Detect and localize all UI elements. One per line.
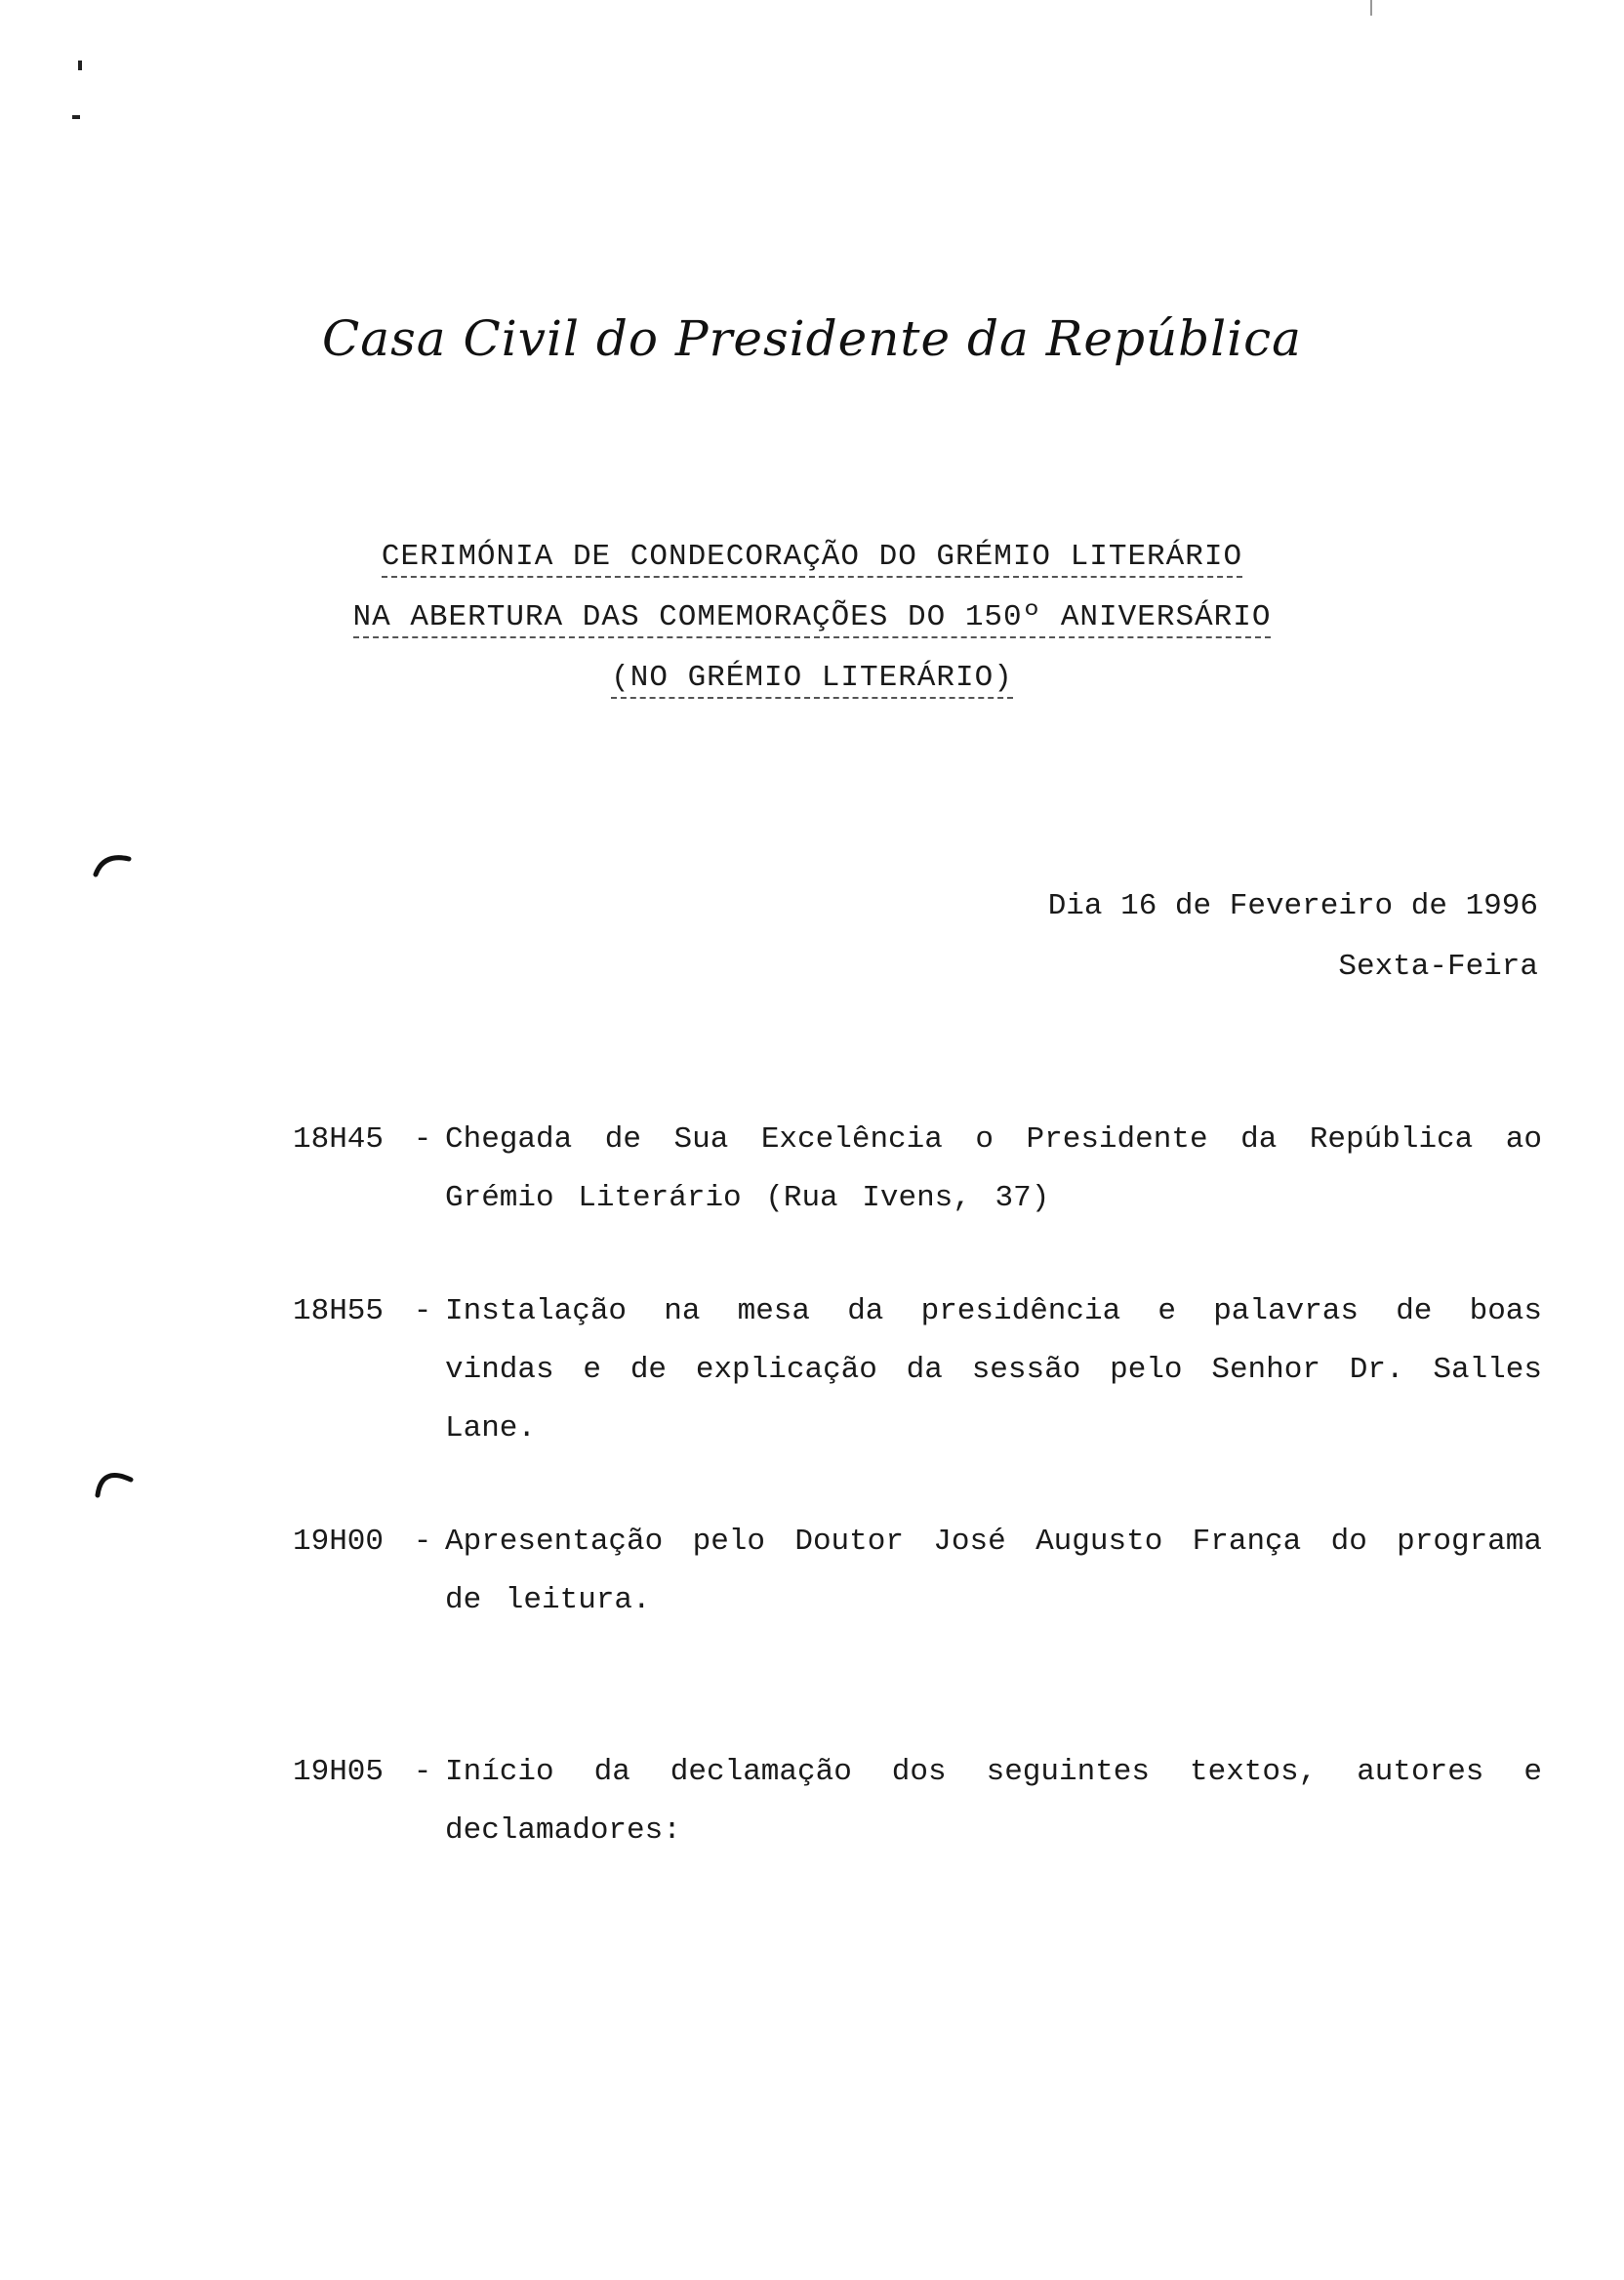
- entry-time: 18H45: [293, 1122, 385, 1157]
- schedule-entry: [293, 1111, 1542, 1228]
- title-line-text: (NO GRÉMIO LITERÁRIO): [611, 661, 1013, 699]
- schedule-entry: [293, 1743, 1542, 1860]
- punch-hole-mark-bottom: [92, 1460, 137, 1505]
- entry-dash: -: [413, 1294, 432, 1328]
- entry-description: Chegada de Sua Excelência o Presidente da República ao Grémio Literário (Rua Ivens, 37): [445, 1122, 1542, 1215]
- title-line: [0, 648, 1624, 709]
- entry-dash: -: [413, 1755, 432, 1789]
- letterhead: Casa Civil do Presidente da República: [322, 310, 1302, 367]
- schedule-list: [293, 1111, 1542, 1915]
- punch-hole-mark-top: [92, 845, 137, 890]
- entry-time: 19H05: [293, 1755, 385, 1789]
- entry-description: Início da declamação dos seguintes textos, autores e declamadores:: [445, 1755, 1542, 1848]
- event-date: [1048, 876, 1538, 998]
- date-line: Dia 16 de Fevereiro de 1996: [1047, 889, 1538, 923]
- document-title: [0, 527, 1624, 709]
- title-line-text: CERIMÓNIA DE CONDECORAÇÃO DO GRÉMIO LITERÁRIO: [382, 540, 1242, 578]
- weekday-line: Sexta-Feira: [1338, 950, 1538, 984]
- title-line-text: NA ABERTURA DAS COMEMORAÇÕES DO 150º ANIVERSÁRIO: [353, 600, 1272, 638]
- title-line: [0, 588, 1624, 648]
- entry-description: Instalação na mesa da presidência e palavras de boas vindas e de explicação da sessão pelo Senhor Dr. Salles Lane.: [445, 1294, 1542, 1445]
- schedule-entry: [293, 1513, 1542, 1630]
- entry-dash: -: [413, 1122, 432, 1157]
- scan-speck: [1370, 0, 1372, 16]
- entry-time: 18H55: [293, 1294, 385, 1328]
- title-line: [0, 527, 1624, 588]
- entry-description: Apresentação pelo Doutor José Augusto França do programa de leitura.: [445, 1525, 1542, 1617]
- entry-dash: -: [413, 1525, 432, 1559]
- scan-speck: [78, 61, 82, 70]
- scan-speck: [72, 115, 80, 119]
- entry-time: 19H00: [293, 1525, 385, 1559]
- schedule-entry: [293, 1282, 1542, 1458]
